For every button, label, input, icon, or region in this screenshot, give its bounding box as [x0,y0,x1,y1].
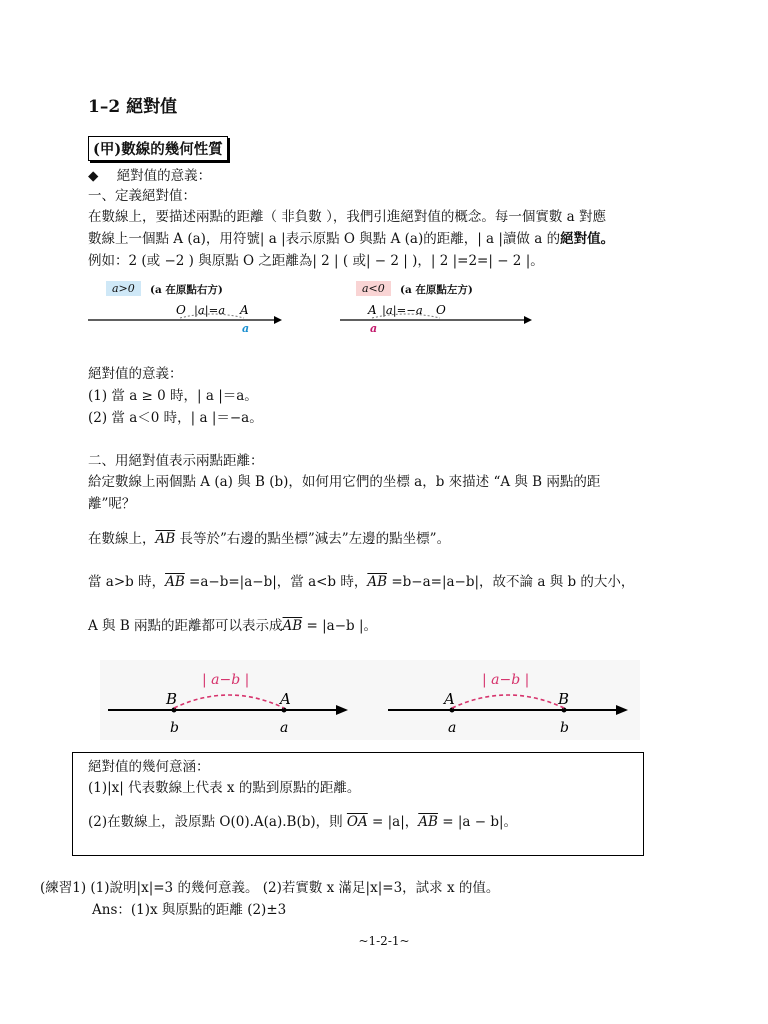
segment-AB: $\overline{AB}$ [418,814,438,830]
right-point-B-label: B [558,690,570,708]
geometric-meaning-line-2 [88,812,517,832]
left-coord-a-label: a [280,720,289,736]
right-arc-label: | a−b | [482,672,530,688]
distance-line-5-pre: A 與 B 兩點的距離都可以表示成 [88,618,283,634]
distance-line-3-post: 長等於”右邊的點坐標”減去”左邊的點坐標”。 [175,531,451,547]
meaning-title-2: 絕對值的意義： [88,366,183,382]
arrowhead-left-icon [274,316,282,324]
geometric-line-2-pre: (2)在數線上，設原點 O(0).A(a).B(b)，則 [88,814,347,830]
page-number: ~1-2-1~ [358,934,410,948]
practice-answer: Ans：(1)x 與原點的距離 (2)±3 [92,902,287,918]
left-point-A-label: A [280,690,291,708]
negative-a-tag: a<0 [356,281,391,296]
left-point-A-label: A [240,303,249,317]
positive-a-tag: a>0 [106,281,141,296]
left-equation-label: |a|=a [194,303,226,317]
distance-line-2: 離”呢？ [88,496,136,512]
geometric-line-2-post: = |a − b|。 [437,814,518,830]
distance-line-5-post: = |a−b |。 [302,618,378,634]
point-a-dot [282,708,287,713]
right-point-A-label: A [444,690,455,708]
definition-heading: 一、定義絕對值： [88,188,196,204]
distance-line-1: 給定數線上兩個點 A (a) 與 B (b)，如何用它們的坐標 a，b 來描述 “A 與 B 兩點的距 [88,474,601,490]
practice-question: (練習1) (1)說明|x|=3 的幾何意義。 (2)若實數 x 滿足|x|=3，試求 x 的值。 [40,880,500,896]
segment-AB: $\overline{AB}$ [155,531,176,547]
distance-line-4-b: =a−b=|a−b|，當 a<b 時， [184,574,368,590]
left-origin-label: O [176,303,186,317]
figure-absolute-value-number-lines [84,296,544,344]
segment-AB: $\overline{AB}$ [165,574,185,590]
left-coord-b-label: b [170,720,179,736]
positive-a-note: (a 在原點右方) [150,284,223,296]
left-point-B-label: B [166,690,178,708]
meaning-heading-line [88,166,211,186]
segment-OA: $\overline{OA}$ [346,814,368,830]
right-coord-a-label: a [448,720,457,736]
distance-line-3-pre: 在數線上， [88,531,156,547]
left-arc-label: | a−b | [202,672,250,688]
distance-line-3 [88,529,450,549]
point-b-dot [172,708,177,713]
meaning-item-1: (1) 當 a ≥ 0 時，| a |＝a。 [88,388,258,404]
point-b-dot [562,708,567,713]
left-point-a-label: a [242,322,250,335]
distance-heading: 二、用絕對值表示兩點距離： [88,453,264,469]
point-a-dot [450,708,455,713]
distance-line-4-c: =b−a=|a−b|，故不論 a 與 b 的大小， [387,574,635,590]
section-heading: (甲)數線的幾何性質 [88,136,228,161]
right-equation-label: |a|=−a [382,303,423,317]
definition-line-2 [88,229,614,249]
distance-line-4-a: 當 a>b 時， [88,574,166,590]
geometric-meaning-title: 絕對值的幾何意涵： [88,759,210,775]
page-title: 1–2 絕對值 [88,97,178,117]
distance-line-4 [88,572,634,592]
right-coord-b-label: b [560,720,569,736]
definition-line-1: 在數線上，要描述兩點的距離（ 非負數 ），我們引進絕對值的概念。每一個實數 a 對應 [88,209,606,225]
segment-AB: $\overline{AB}$ [282,618,303,634]
arrowhead-right-icon [524,316,532,324]
meaning-item-2: (2) 當 a＜0 時，| a |＝−a。 [88,410,263,426]
meaning-title: 絕對值的意義： [116,168,212,184]
distance-line-5 [88,616,377,636]
negative-a-note: (a 在原點左方) [400,284,473,296]
right-point-A-label: A [368,303,377,317]
geometric-line-2-mid: = |a|， [367,814,419,830]
right-point-a-label: a [370,322,378,335]
segment-AB: $\overline{AB}$ [367,574,388,590]
definition-line-2-text: 數線上一個點 A (a)，用符號| a |表示原點 O 與點 A (a)的距離，| a |讀做 a 的 [88,231,561,247]
definition-line-2-bold: 絕對值。 [560,231,615,247]
example-line: 例如：2 (或 −2 ) 與原點 O 之距離為| 2 | ( 或| − 2 | )，| 2 |=2=| − 2 |。 [88,253,544,269]
figure-two-point-distance [100,660,640,740]
geometric-meaning-line-1: (1)|x| 代表數線上代表 x 的點到原點的距離。 [88,780,361,796]
bullet-icon: ◆ [88,168,99,184]
right-origin-label: O [436,303,446,317]
